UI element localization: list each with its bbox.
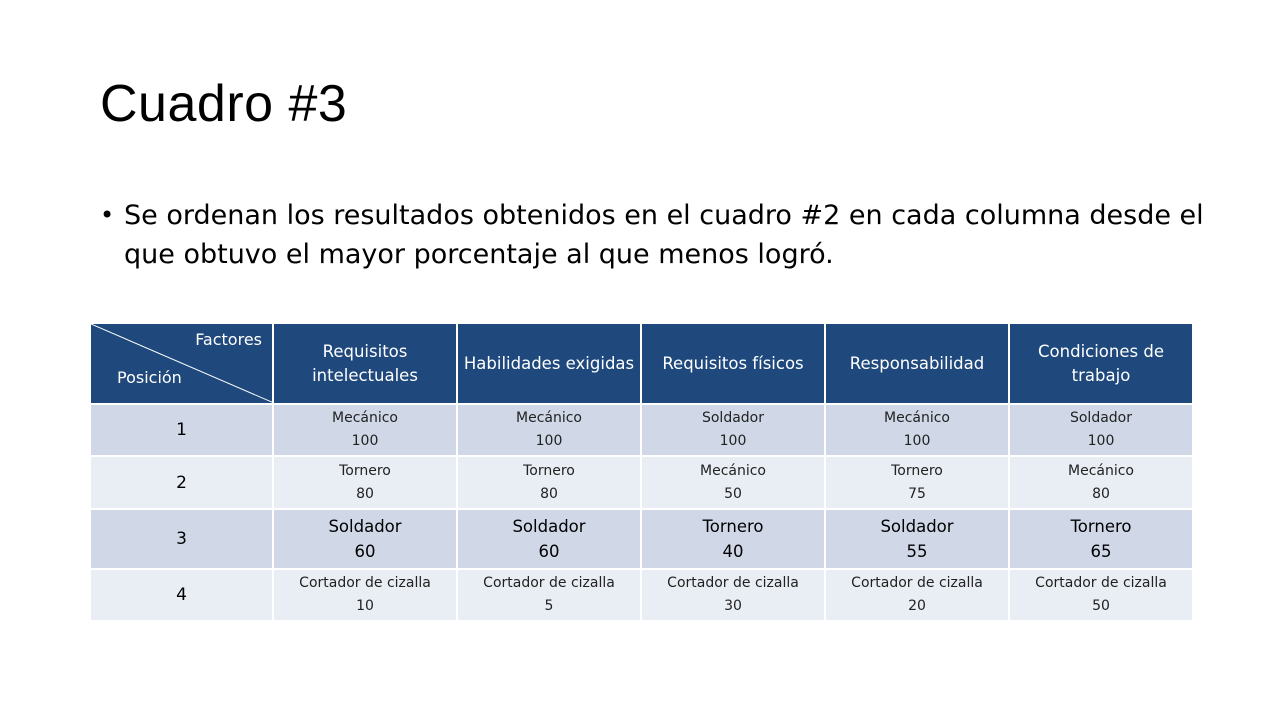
- cell-value: 65: [1090, 542, 1112, 561]
- table-cell: [1009, 456, 1193, 509]
- cell-name: Tornero: [702, 517, 764, 536]
- column-header: Habilidades exigidas: [457, 323, 641, 404]
- cell-name: Soldador: [328, 517, 402, 536]
- table-cell: [825, 509, 1009, 569]
- column-header: Requisitos intelectuales: [273, 323, 457, 404]
- bullet-text: Se ordenan los resultados obtenidos en el cuadro #2 en cada columna desde el que obtuvo el mayor porcentaje al que menos logró.: [124, 200, 1204, 270]
- table-cell: [273, 509, 457, 569]
- cell-name: Mecánico: [700, 462, 766, 479]
- cell-value: 30: [724, 598, 742, 614]
- cell-value: 60: [354, 542, 376, 561]
- cell-name: Tornero: [891, 462, 943, 479]
- cell-name: Tornero: [1070, 517, 1132, 536]
- cell-name: Tornero: [339, 462, 391, 479]
- table-cell: [641, 509, 825, 569]
- cell-name: Soldador: [880, 517, 954, 536]
- table-row: [90, 404, 1193, 456]
- cell-value: 50: [724, 485, 742, 502]
- table-cell: [1009, 404, 1193, 456]
- position-cell: 1: [90, 404, 273, 456]
- cell-value: 20: [908, 598, 926, 614]
- cell-name: Mecánico: [1068, 462, 1134, 479]
- cell-value: 40: [722, 542, 744, 561]
- bullet-icon: •: [100, 201, 115, 229]
- cell-value: 100: [903, 433, 931, 449]
- cell-name: Soldador: [701, 410, 764, 426]
- cell-name: Cortador de cizalla: [667, 575, 799, 591]
- position-cell: 4: [90, 569, 273, 621]
- cell-value: 100: [719, 433, 747, 449]
- position-cell: 3: [90, 509, 273, 569]
- cell-value: 75: [908, 485, 926, 502]
- cell-value: 80: [540, 485, 558, 502]
- table-cell: [457, 456, 641, 509]
- table-row: [90, 569, 1193, 621]
- table-cell: [825, 569, 1009, 621]
- table-cell: [641, 404, 825, 456]
- table-cell: [641, 569, 825, 621]
- table-row: [90, 456, 1193, 509]
- cell-value: 100: [351, 433, 379, 449]
- cell-name: Mecánico: [332, 410, 398, 426]
- table-cell: [273, 456, 457, 509]
- column-header: Condiciones de trabajo: [1009, 323, 1193, 404]
- table-cell: [457, 509, 641, 569]
- table-cell: [273, 404, 457, 456]
- corner-label-posicion: Posición: [117, 368, 182, 387]
- table-row: [90, 509, 1193, 569]
- cell-value: 80: [356, 485, 374, 502]
- corner-header: [90, 323, 273, 404]
- cell-value: 10: [356, 598, 374, 614]
- cell-name: Cortador de cizalla: [299, 575, 431, 591]
- column-header: Requisitos físicos: [641, 323, 825, 404]
- cell-value: 80: [1092, 485, 1110, 502]
- cell-value: 55: [906, 542, 928, 561]
- column-header: Responsabilidad: [825, 323, 1009, 404]
- cell-name: Tornero: [523, 462, 575, 479]
- cell-name: Soldador: [1069, 410, 1132, 426]
- table-cell: [641, 456, 825, 509]
- table-cell: [457, 404, 641, 456]
- table-cell: [825, 456, 1009, 509]
- ranking-table: [89, 322, 1194, 622]
- cell-value: 60: [538, 542, 560, 561]
- cell-name: Mecánico: [884, 410, 950, 426]
- cell-name: Soldador: [512, 517, 586, 536]
- bullet-point: [100, 196, 1210, 274]
- cell-name: Cortador de cizalla: [851, 575, 983, 591]
- header-row: [90, 323, 1193, 404]
- cell-name: Cortador de cizalla: [483, 575, 615, 591]
- cell-value: 100: [535, 433, 563, 449]
- table-cell: [457, 569, 641, 621]
- cell-name: Cortador de cizalla: [1035, 575, 1167, 591]
- cell-value: 5: [544, 598, 554, 614]
- cell-name: Mecánico: [516, 410, 582, 426]
- table-cell: [825, 404, 1009, 456]
- table-cell: [1009, 509, 1193, 569]
- slide-title: Cuadro #3: [100, 75, 348, 133]
- corner-label-factores: Factores: [195, 330, 262, 349]
- cell-value: 50: [1092, 598, 1110, 614]
- cell-value: 100: [1087, 433, 1115, 449]
- table-cell: [1009, 569, 1193, 621]
- position-cell: 2: [90, 456, 273, 509]
- table-cell: [273, 569, 457, 621]
